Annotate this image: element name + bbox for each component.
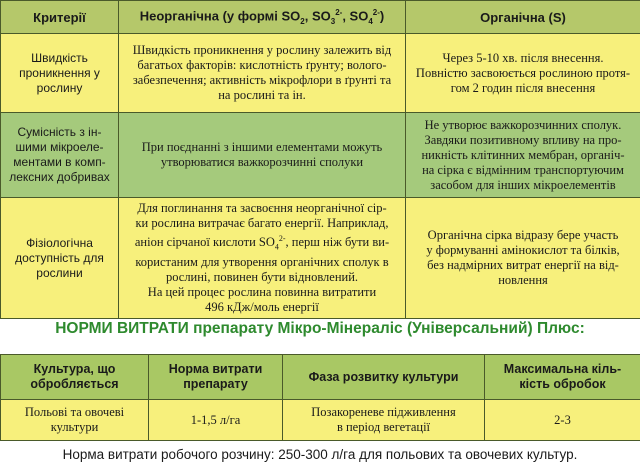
row1-inorganic [119, 34, 406, 113]
text-line: Максимальна кіль- [503, 362, 622, 376]
text-line: в період вегетації [336, 420, 431, 434]
text-line: новлення [498, 273, 548, 287]
text-line: лексних добривах [9, 170, 110, 184]
table-row [1, 400, 640, 441]
text-line: 1-1,5 л/га [190, 412, 241, 427]
row3-inorganic [119, 198, 406, 319]
text-line: кість обробок [519, 377, 606, 391]
text-line: у формуванні амінокислот та білків, [426, 243, 620, 257]
text-line: на рослині та ін. [218, 88, 306, 102]
text-line: ментами в комп- [13, 155, 106, 169]
text-fragment: , перш ніж бути ви- [285, 235, 390, 250]
header-rate [149, 355, 283, 400]
text-line: культури [50, 420, 99, 434]
text-line: никність клітинних мембран, органіч- [421, 147, 625, 162]
text-line: аніон сірчаної кислоти $SO_4^{2-}$, перш ніж бути ви- [134, 234, 390, 252]
text-line: багатьох факторів: кислотність ґрунту; волого- [137, 58, 387, 72]
text-line: без надмірних витрат енергії на від- [427, 258, 619, 272]
header-inorganic: Неорганічна (у формі $SO_2$, $SO_3^{2-}$, $SO_4^{2-}$) [119, 1, 406, 34]
text-line: шими мікроеле- [15, 140, 104, 154]
text-line: Норма витрати [168, 362, 263, 376]
table-header-row [1, 1, 640, 34]
text-line: проникнення у [19, 65, 100, 80]
header-max-treatments [485, 355, 640, 400]
header-crop [1, 355, 149, 400]
header-criteria: Критерії [1, 1, 119, 34]
cell-phase [283, 400, 485, 441]
text-line: Сумісність з ін- [17, 125, 102, 139]
table-row [1, 198, 640, 319]
row1-organic [406, 34, 640, 113]
text-line: на сірка є відмінним транспортуючим [422, 162, 624, 177]
text-line: обробляється [30, 377, 119, 391]
text-line: препарату [183, 377, 248, 391]
cell-rate [149, 400, 283, 441]
text-line: Швидкість проникнення у рослину залежить від [132, 43, 392, 57]
text-line: Завдяки позитивному впливу на про- [424, 132, 622, 147]
cell-max-treatments [485, 400, 640, 441]
text-line: забезпечення; активність мікрофлори в ґрунті та [132, 73, 392, 87]
text-line: 496 кДж/моль енергії [205, 299, 319, 314]
text-line: рослину [36, 80, 83, 95]
dosage-heading: НОРМИ ВИТРАТИ препарату Мікро-Мінераліс (Універсальний) Плюс: [55, 320, 585, 337]
text-line: Швидкість [31, 50, 88, 65]
working-solution-note: Норма витрати робочого розчину: 250-300 л/га для польових та овочевих культур. [62, 447, 578, 462]
text-line: Через 5-10 хв. після внесення. [442, 50, 604, 65]
text-fragment: аніон сірчаної кислоти SO [134, 235, 275, 250]
text-line: рослині, повинен бути відновлений. [165, 269, 359, 284]
text-line: На цей процес рослина повинна витратити [147, 284, 377, 299]
text-line: доступність для [15, 250, 104, 265]
table-row [1, 113, 640, 198]
header-inorganic-label: Неорганічна (у формі SO [139, 8, 301, 24]
text-line: засобом для інших мікроелементів [430, 177, 616, 192]
cell-crop [1, 400, 149, 441]
row2-inorganic [119, 113, 406, 198]
text-line: ки рослина витрачає багато енергії. Наприклад, [135, 216, 389, 231]
header-organic: Органічна (S) [406, 1, 640, 34]
text-line: Фаза розвитку культури [308, 369, 459, 384]
text-line: Фізіологічна [26, 235, 93, 250]
header-phase [283, 355, 485, 400]
text-line: рослини [36, 265, 83, 280]
dosage-table [0, 354, 640, 441]
row3-organic [406, 198, 640, 319]
text-line: утворюватися важкорозчинні сполуки [160, 155, 364, 169]
row3-criteria [1, 198, 119, 319]
text-line: Органічна сірка відразу бере участь [427, 228, 619, 242]
text-line: Для поглинання та засвоєння неорганічної сір- [137, 201, 387, 216]
row1-criteria [1, 34, 119, 113]
row2-criteria [1, 113, 119, 198]
text-line: Позакореневе підживлення [311, 405, 456, 419]
text-line: 2-3 [554, 412, 571, 427]
text-line: При поєднанні з іншими елементами можуть [141, 140, 383, 154]
table-row [1, 34, 640, 113]
row2-organic [406, 113, 640, 198]
text-line: користаним для утворення органічних сполук в [135, 254, 389, 269]
text-line: гом 2 годин після внесення [450, 80, 596, 95]
text-line: Культура, що [33, 362, 116, 376]
table-header-row [1, 355, 640, 400]
text-line: Польові та овочеві [24, 405, 125, 419]
text-line: Повністю засвоюється рослиною протя- [415, 65, 631, 80]
text-line: Не утворює важкорозчинних сполук. [424, 117, 622, 132]
